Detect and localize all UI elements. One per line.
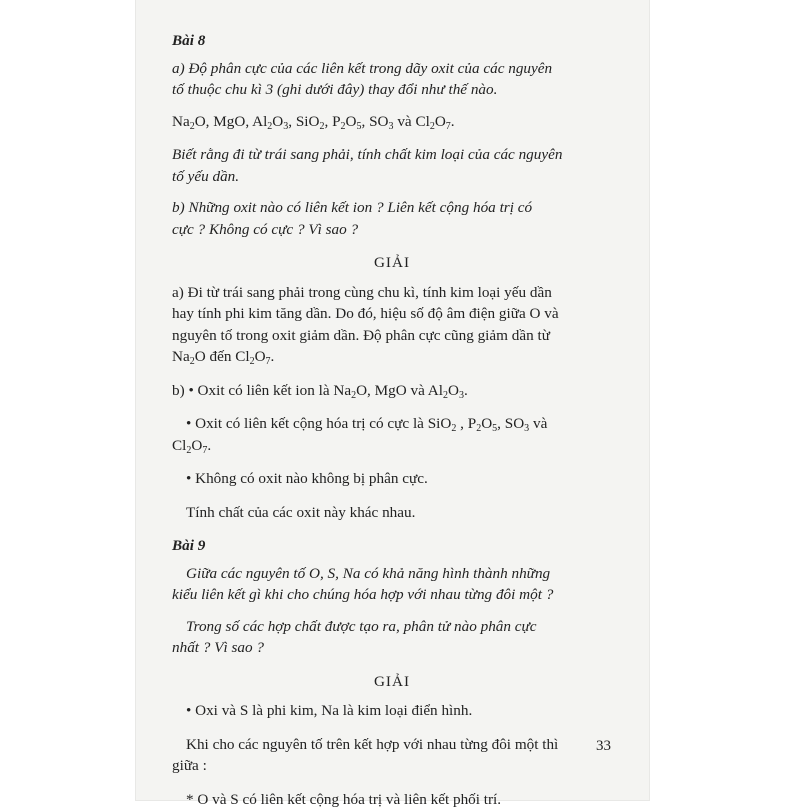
- answer-b-nonpolar: • Không có oxit nào không bị phân cực.: [172, 468, 612, 490]
- exercise-9-question-line3: Trong số các hợp chất được tạo ra, phân tử nào phân cực: [172, 616, 612, 638]
- page-content: [172, 30, 612, 810]
- answer-a-line4: $Na_2O$ đến $Cl_2O_7$.: [172, 346, 612, 368]
- answer-9-line4: * O và S có liên kết cộng hóa trị và liên kết phối trí.: [172, 789, 612, 810]
- answer-9-line1: • Oxi và S là phi kim, Na là kim loại điển hình.: [172, 700, 612, 722]
- solution-heading-9: GIẢI: [172, 671, 612, 693]
- answer-b-polar-covalent: • Oxit có liên kết cộng hóa trị có cực là SiO$_2$ , $P_2O_5$, $SO_3$ và: [172, 413, 612, 435]
- exercise-8-question-b-line1: b) Những oxit nào có liên kết ion ? Liên kết cộng hóa trị có: [172, 197, 612, 219]
- exercise-8-question-b-line2: cực ? Không có cực ? Vì sao ?: [172, 219, 612, 241]
- oxide-list: $Na_2O$, MgO, $Al_2O_3$, SiO$_2$, $P_2O_5$, $SO_3$ và $Cl_2O_7$.: [172, 111, 612, 133]
- exercise-8-hint-line1: Biết rằng đi từ trái sang phải, tính chất kim loại của các nguyên: [172, 144, 612, 166]
- book-page: [136, 0, 649, 800]
- exercise-9-title: Bài 9: [172, 535, 612, 557]
- answer-b-conclusion: Tính chất của các oxit này khác nhau.: [172, 502, 612, 524]
- solution-heading-8: GIẢI: [172, 252, 612, 274]
- exercise-8-hint-line2: tố yếu dần.: [172, 166, 612, 188]
- exercise-9-question-line2: kiểu liên kết gì khi cho chúng hóa hợp với nhau từng đôi một ?: [172, 584, 612, 606]
- answer-a-line3: nguyên tố trong oxit giảm dần. Độ phân cực cũng giảm dần từ: [172, 325, 612, 347]
- exercise-9-question-line4: nhất ? Vì sao ?: [172, 637, 612, 659]
- answer-b-ionic: b) • Oxit có liên kết ion là $Na_2O$, MgO và $Al_2O_3$.: [172, 380, 612, 402]
- answer-b-polar-covalent-cont: $Cl_2O_7$.: [172, 435, 612, 457]
- answer-a-line2: hay tính phi kim tăng dần. Do đó, hiệu số độ âm điện giữa O và: [172, 303, 612, 325]
- exercise-8-title: Bài 8: [172, 30, 612, 52]
- page-number: 33: [596, 738, 611, 755]
- exercise-8-question-a-line1: a) Độ phân cực của các liên kết trong dãy oxit của các nguyên: [172, 58, 612, 80]
- answer-9-line3: giữa :: [172, 755, 612, 777]
- exercise-9-question-line1: Giữa các nguyên tố O, S, Na có khả năng hình thành những: [172, 563, 612, 585]
- answer-a-line1: a) Đi từ trái sang phải trong cùng chu kì, tính kim loại yếu dần: [172, 282, 612, 304]
- exercise-8-question-a-line2: tố thuộc chu kì 3 (ghi dưới đây) thay đổi như thế nào.: [172, 79, 612, 101]
- answer-9-line2: Khi cho các nguyên tố trên kết hợp với nhau từng đôi một thì: [172, 734, 612, 756]
